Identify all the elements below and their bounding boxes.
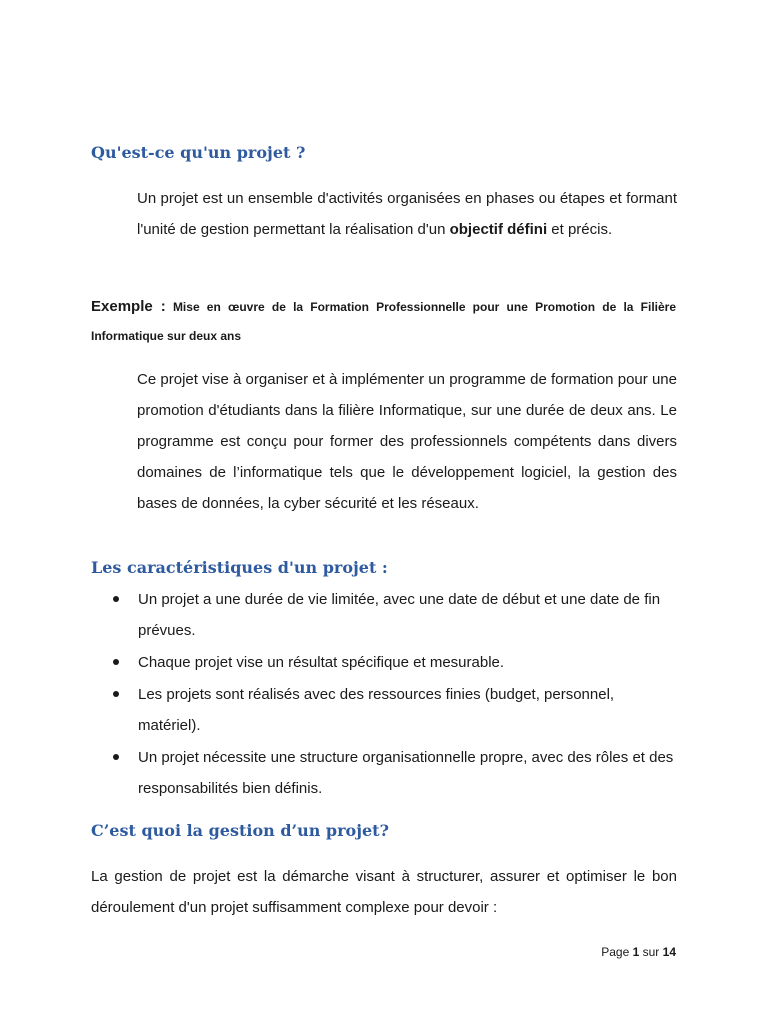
list-item-text: Les projets sont réalisés avec des ressources finies (budget, personnel, matériel). <box>138 686 615 734</box>
bullet-icon <box>113 691 119 697</box>
list-item <box>113 584 678 646</box>
footer-of-label: sur <box>642 945 660 959</box>
definition-text-end: et précis. <box>551 221 613 238</box>
list-item-text: Un projet nécessite une structure organisationnelle propre, avec des rôles et des responsabilités bien définis. <box>138 749 674 797</box>
definition-bold-text: objectif défini <box>449 221 548 238</box>
example-title: Mise en œuvre de la Formation Professionnelle pour une Promotion de la Filière Informatique sur deux ans <box>91 300 676 343</box>
list-item <box>113 742 678 804</box>
heading-project-management: C’est quoi la gestion d’un projet? <box>91 821 389 840</box>
characteristics-list <box>113 584 678 805</box>
list-item <box>113 679 678 741</box>
paragraph-project-management: La gestion de projet est la démarche visant à structurer, assurer et optimiser le bon déroulement d'un projet suffisamment complexe pour devoir : <box>91 868 677 916</box>
list-item-text: Chaque projet vise un résultat spécifique et mesurable. <box>138 654 505 671</box>
footer-current-page: 1 <box>632 945 640 959</box>
bullet-icon <box>113 596 119 602</box>
heading-project-characteristics: Les caractéristiques d'un projet : <box>91 558 388 577</box>
heading-what-is-project: Qu'est-ce qu'un projet ? <box>91 143 306 162</box>
bullet-icon <box>113 659 119 665</box>
footer-page-label: Page <box>601 945 630 959</box>
footer-total-pages: 14 <box>662 945 676 959</box>
example-line <box>91 292 676 351</box>
paragraph-example-description: Ce projet vise à organiser et à implémenter un programme de formation pour une promotion d'étudiants dans la filière Informatique, sur une durée de deux ans. Le programme est conçu pour former des professionnels compétents dans divers domaines de l’informatique tels que le développement logiciel, la gestion des bases de données, la cyber sécurité et les réseaux. <box>137 371 677 512</box>
list-item-text: Un projet a une durée de vie limitée, avec une date de début et une date de fin prévues. <box>138 591 661 639</box>
paragraph-project-definition <box>137 183 677 245</box>
example-label: Exemple : <box>91 298 166 315</box>
page-number-footer <box>601 945 676 959</box>
definition-text-start: Un projet est un ensemble d'activités organisées en phases ou étapes et formant l'unité de gestion permettant la réalisation d'un <box>137 190 677 238</box>
bullet-icon <box>113 754 119 760</box>
list-item <box>113 647 678 678</box>
